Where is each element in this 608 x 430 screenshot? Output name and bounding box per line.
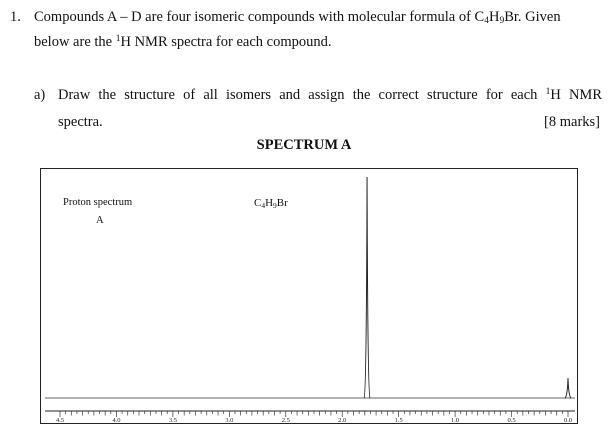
part-a-label: a) bbox=[34, 87, 46, 103]
spectrum-id-label: A bbox=[96, 215, 104, 226]
ppm-tick-label: 4.5 bbox=[55, 417, 65, 423]
part-a-marks: [8 marks] bbox=[544, 114, 600, 130]
part-a-text-line1: Draw the structure of all isomers and assign the correct structure for each $^1$H NMR bbox=[58, 87, 602, 103]
spectrum-heading: SPECTRUM A bbox=[256, 137, 352, 153]
proton-spectrum-label: Proton spectrum bbox=[63, 197, 133, 208]
ppm-tick-label: 0.5 bbox=[507, 417, 516, 423]
question-text-line1: Compounds A – D are four isomeric compounds with molecular formula of $C_4H_9Br$. Given bbox=[34, 9, 561, 26]
ppm-tick-label: 2.0 bbox=[338, 417, 347, 423]
part-a-text-line2: spectra. bbox=[58, 114, 103, 130]
ppm-tick-label: 3.0 bbox=[225, 417, 234, 423]
ppm-tick-label: 4.0 bbox=[112, 417, 121, 423]
ppm-tick-label: 0.0 bbox=[563, 417, 573, 423]
spectrum-plot bbox=[41, 169, 577, 423]
ppm-tick-label: 1.5 bbox=[394, 417, 403, 423]
ppm-tick-label: 2.5 bbox=[281, 417, 290, 423]
spectrum-peak bbox=[364, 177, 370, 398]
ppm-tick-label: 3.5 bbox=[168, 417, 177, 423]
formula-label: $C_4H_9Br$ bbox=[254, 197, 288, 210]
question-number: 1. bbox=[10, 9, 21, 25]
spectrum-figure bbox=[40, 168, 578, 424]
ppm-tick-label: 1.0 bbox=[451, 417, 460, 423]
question-text-line2: below are the $^1$H NMR spectra for each compound. bbox=[34, 34, 332, 50]
spectrum-peak bbox=[565, 378, 571, 398]
